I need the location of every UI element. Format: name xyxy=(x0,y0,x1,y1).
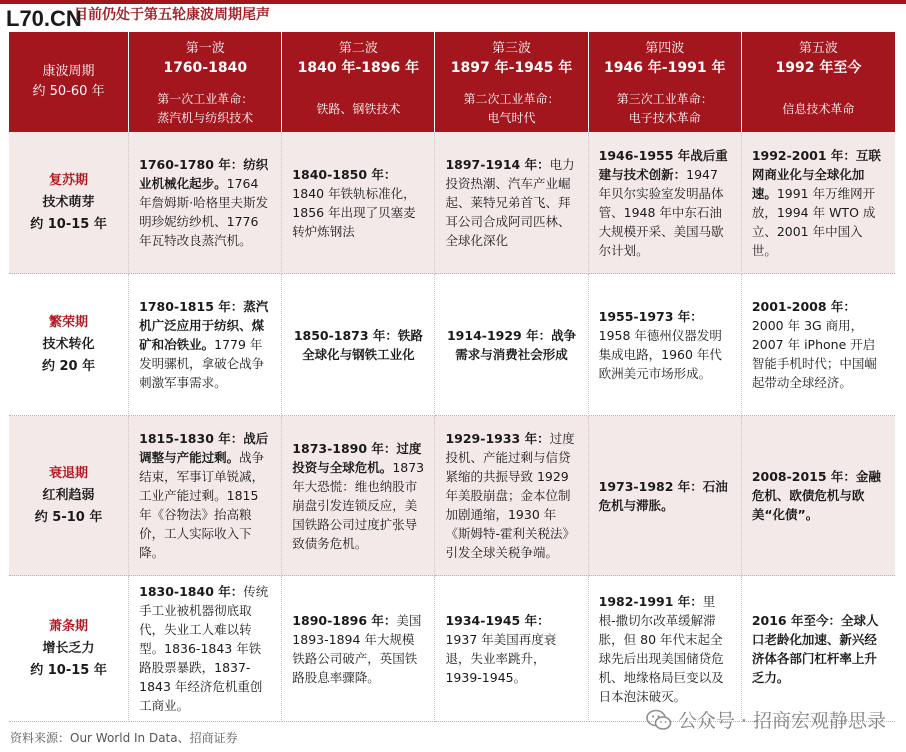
header-wave-1 xyxy=(129,32,282,132)
header-wave-4 xyxy=(589,32,742,132)
wave-name: 第一波 xyxy=(185,41,225,56)
table-cell: 1873-1890 年：过度投资与全球危机。1873 年大恐慌：维也纳股市崩盘引发连锁反应，美国铁路公司过度扩张导致债务危机。 xyxy=(282,416,435,576)
table-cell: 1934-1945 年：1937 年美国再度衰退，失业率跳升，1939-1945。 xyxy=(435,576,588,722)
wechat-icon xyxy=(646,709,672,731)
wave-name: 第四波 xyxy=(645,41,685,56)
phase-name: 萧条期 xyxy=(49,618,89,634)
table-cell: 1897-1914 年：电力投资热潮、汽车产业崛起、莱特兄弟首飞、拜耳公司合成阿司匹林、全球化深化 xyxy=(435,132,588,274)
table-cell: 1914-1929 年：战争需求与消费社会形成 xyxy=(435,274,588,416)
phase-cell xyxy=(9,416,129,576)
wave-tech: 第二次工业革命： 电气时代 xyxy=(463,92,560,125)
phase-subtitle: 技术萌芽 xyxy=(42,194,95,210)
wave-tech: 铁路、钢铁技术 xyxy=(316,102,401,116)
table-cell: 1929-1933 年：过度投机、产能过剩与信贷紧缩的共振导致 1929 年美股崩盘；金本位制加剧通缩，1930 年《斯姆特-霍利关税法》引发全球关税争端。 xyxy=(435,416,588,576)
table-cell: 1840-1850 年：1840 年铁轨标准化，1856 年出现了贝塞麦转炉炼钢法 xyxy=(282,132,435,274)
corner-line1: 康波周期 xyxy=(42,64,95,79)
wave-years: 1840 年-1896 年 xyxy=(297,60,420,76)
phase-duration: 约 20 年 xyxy=(41,358,96,374)
table-cell: 1890-1896 年：美国 1893-1894 年大规模铁路公司破产，英国铁路股息率骤降。 xyxy=(282,576,435,722)
phase-cell xyxy=(9,576,129,722)
table-cell: 1955-1973 年：1958 年德州仪器发明集成电路，1960 年代欧洲美元市场形成。 xyxy=(589,274,742,416)
wave-name: 第二波 xyxy=(338,41,378,56)
table-cell: 2016 年至今：全球人口老龄化加速、新兴经济体各部门杠杆率上升乏力。 xyxy=(742,576,895,722)
table-cell: 1850-1873 年：铁路全球化与钢铁工业化 xyxy=(282,274,435,416)
phase-subtitle: 红利趋弱 xyxy=(42,487,95,503)
wave-years: 1760-1840 xyxy=(163,60,248,76)
table-row-recovery xyxy=(9,132,895,274)
watermark-text: 公众号 · 招商宏观静思录 xyxy=(677,710,886,732)
phase-duration: 约 10-15 年 xyxy=(30,662,107,678)
phase-name: 复苏期 xyxy=(49,172,89,188)
wave-years: 1946 年-1991 年 xyxy=(603,60,726,76)
phase-duration: 约 10-15 年 xyxy=(30,216,107,232)
wave-name: 第五波 xyxy=(798,41,838,56)
table-cell: 2001-2008 年：2000 年 3G 商用，2007 年 iPhone 开启智能手机时代；中国崛起带动全球经济。 xyxy=(742,274,895,416)
table-row-prosperity xyxy=(9,274,895,416)
table-cell: 1760-1780 年：纺织业机械化起步。1764 年詹姆斯·哈格里夫斯发明珍妮纺纱机、1776 年瓦特改良蒸汽机。 xyxy=(129,132,282,274)
table-cell: 2008-2015 年：金融危机、欧债危机与欧美“化债”。 xyxy=(742,416,895,576)
page-title: 目前仍处于第五轮康波周期尾声 xyxy=(74,7,270,23)
table-cell: 1982-1991 年：里根-撒切尔改革缓解滞胀，但 80 年代末起全球先后出现美国储贷危机、地缘格局巨变以及日本泡沫破灭。 xyxy=(589,576,742,722)
table-row-recession xyxy=(9,416,895,576)
wave-tech: 第一次工业革命： 蒸汽机与纺织技术 xyxy=(157,92,254,125)
table-cell: 1815-1830 年：战后调整与产能过剩。战争结束，军事订单锐减，工业产能过剩。1815 年《谷物法》抬高粮价，工人实际收入下降。 xyxy=(129,416,282,576)
header-wave-5 xyxy=(742,32,895,132)
phase-subtitle: 技术转化 xyxy=(42,336,95,352)
watermark xyxy=(646,706,886,733)
phase-name: 繁荣期 xyxy=(49,314,89,330)
header-wave-2 xyxy=(282,32,435,132)
site-logo: L70.CN xyxy=(6,6,82,31)
wave-years: 1992 年至今 xyxy=(775,60,862,76)
wave-tech: 第三次工业革命： 电子技术革命 xyxy=(616,92,713,125)
table-cell: 1780-1815 年：蒸汽机广泛应用于纺织、煤矿和冶铁业。1779 年发明骡机，拿破仑战争刺激军事需求。 xyxy=(129,274,282,416)
table-cell: 1830-1840 年：传统手工业被机器彻底取代，失业工人难以转型。1836-1843 年铁路股票暴跌，1837-1843 年经济危机重创工商业。 xyxy=(129,576,282,722)
wave-years: 1897 年-1945 年 xyxy=(450,60,573,76)
source-note: 资料来源：Our World In Data、招商证券 xyxy=(10,731,238,745)
kondratiev-wave-table xyxy=(9,32,895,722)
header-row xyxy=(9,32,895,132)
phase-name: 衰退期 xyxy=(49,465,89,481)
phase-cell xyxy=(9,132,129,274)
phase-subtitle: 增长乏力 xyxy=(42,640,95,656)
phase-duration: 约 5-10 年 xyxy=(34,509,103,525)
corner-line2: 约 50-60 年 xyxy=(32,84,105,99)
header-wave-3 xyxy=(435,32,588,132)
wave-name: 第三波 xyxy=(492,41,532,56)
phase-cell xyxy=(9,274,129,416)
table-cell: 1992-2001 年：互联网商业化与全球化加速。1991 年万维网开放，1994 年 WTO 成立、2001 年中国入世。 xyxy=(742,132,895,274)
table-cell: 1973-1982 年：石油危机与滞胀。 xyxy=(589,416,742,576)
wave-tech: 信息技术革命 xyxy=(782,102,855,116)
header-corner xyxy=(9,32,129,132)
table-cell: 1946-1955 年战后重建与技术创新：1947 年贝尔实验室发明晶体管、1948 年中东石油大规模开采、美国马歇尔计划。 xyxy=(589,132,742,274)
table-row-depression xyxy=(9,576,895,722)
